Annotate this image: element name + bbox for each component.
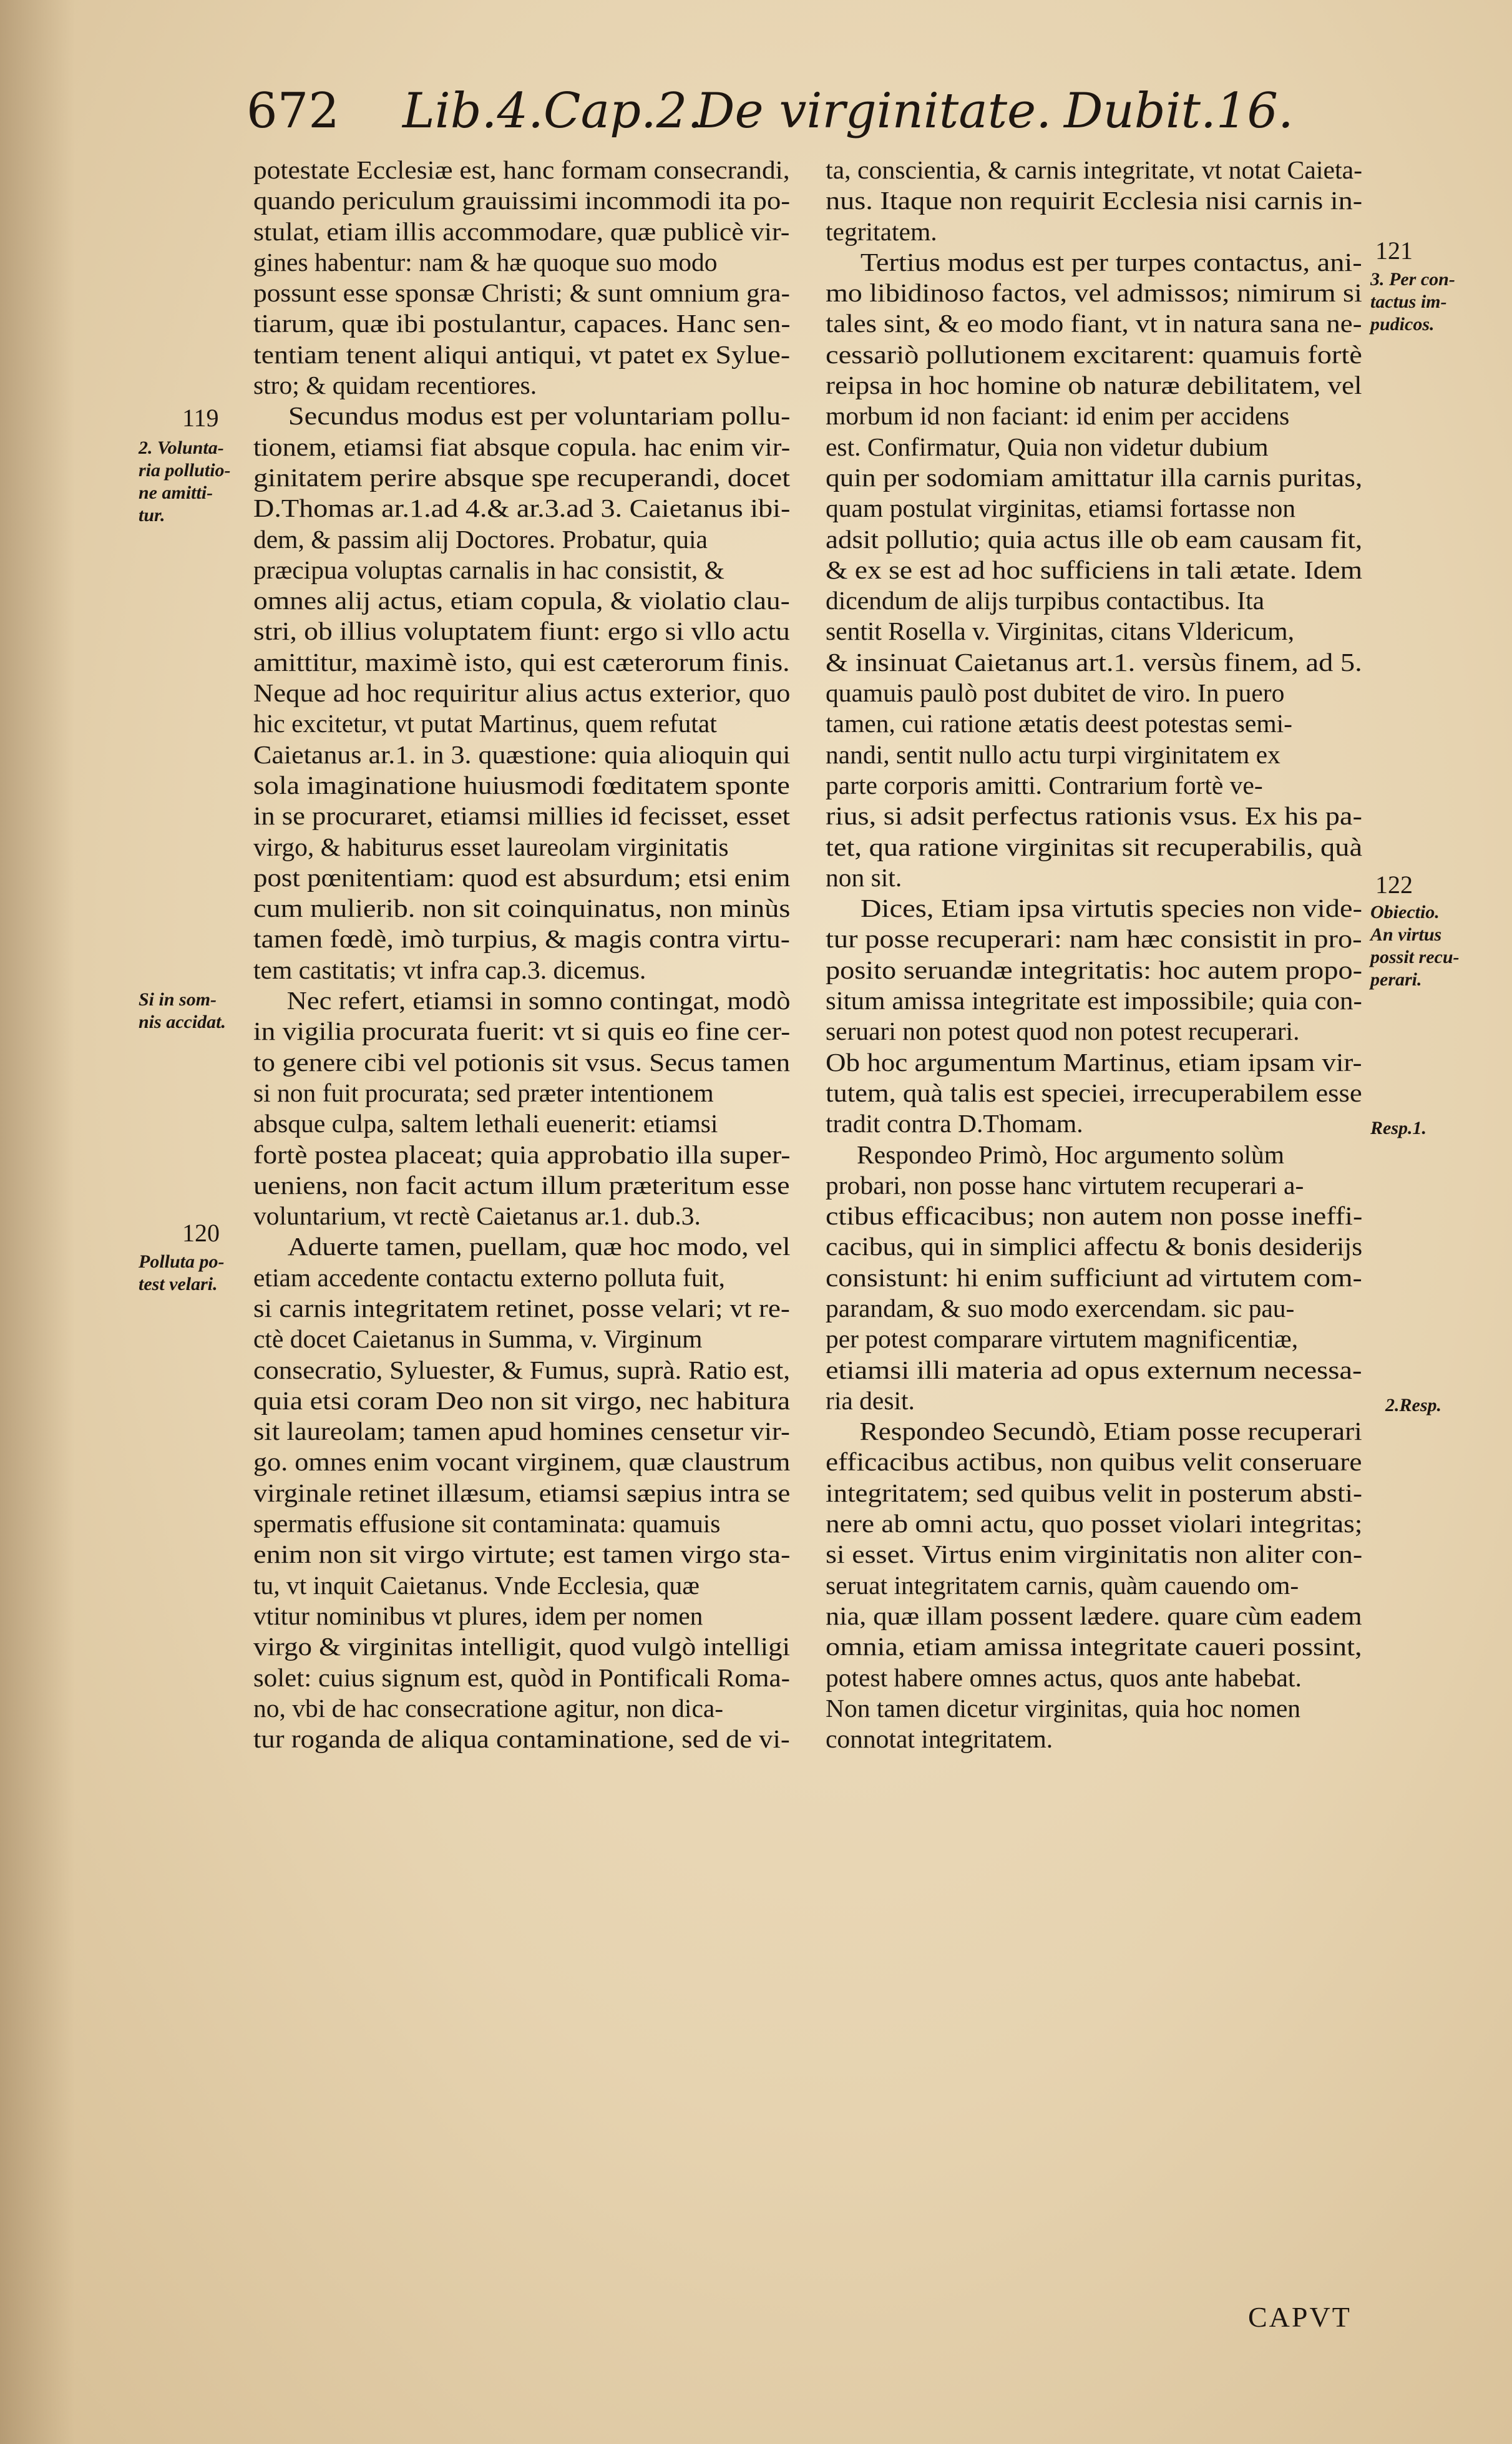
running-header <box>246 80 1294 149</box>
text-line: Neque ad hoc requiritur alius actus exterior, quo <box>253 678 791 708</box>
marginal-number-120: 120 <box>182 1219 220 1247</box>
marginal-note-contactus: 3. Per con- tactus im- pudicos. <box>1370 269 1455 335</box>
text-line: hic excitetur, vt putat Martinus, quem refutat <box>253 709 717 738</box>
text-line: Non tamen dicetur virginitas, quia hoc nomen <box>826 1693 1301 1723</box>
text-line: seruat integritatem carnis, quàm cauendo om- <box>826 1570 1299 1600</box>
text-line: potestate Ecclesiæ est, hanc formam consecrandi, <box>253 155 790 184</box>
text-line: morbum id non faciant: id enim per accidens <box>826 401 1290 431</box>
text-line: in se procuraret, etiamsi millies id fecisset, esset <box>253 801 790 831</box>
text-line: dem, & passim alij Doctores. Probatur, quia <box>253 524 708 554</box>
text-line: voluntarium, vt rectè Caietanus ar.1. dub.3. <box>253 1201 701 1231</box>
text-line: tradit contra D.Thomam. <box>826 1109 1083 1138</box>
text-line: D.Thomas ar.1.ad 4.& ar.3.ad 3. Caietanus ibi- <box>253 494 791 523</box>
text-line: sit laureolam; tamen apud homines censetur vir- <box>253 1417 790 1446</box>
text-line: omnia, etiam amissa integritate caueri possint, <box>826 1632 1362 1661</box>
text-line: nandi, sentit nullo actu turpi virginitatem ex <box>826 740 1280 769</box>
text-line: spermatis effusione sit contaminata: quamuis <box>253 1509 721 1538</box>
text-line: nere ab omni actu, quo posset violari integritas; <box>826 1509 1363 1538</box>
text-line: Aduerte tamen, puellam, quæ hoc modo, vel <box>287 1232 791 1261</box>
text-line: Nec refert, etiamsi in somno contingat, modò <box>286 986 791 1015</box>
text-line: virginale retinet illæsum, etiamsi sæpius intra se <box>253 1478 791 1507</box>
text-line: præcipua voluptas carnalis in hac consistit, & <box>253 555 724 584</box>
text-line: quamuis paulò post dubitet de viro. In puero <box>826 678 1285 708</box>
text-line: tales sint, & eo modo fiant, vt in natura sana ne- <box>826 309 1362 338</box>
text-line: seruari non potest quod non potest recuperari. <box>826 1017 1300 1046</box>
text-line: tu, vt inquit Caietanus. Vnde Ecclesia, quæ <box>253 1570 700 1600</box>
text-line: consecratio, Syluester, & Fumus, suprà. Ratio est, <box>253 1355 791 1384</box>
text-line: mo libidinoso factos, vel admissos; nimirum si <box>826 278 1362 308</box>
text-line: parte corporis amitti. Contrarium fortè ve- <box>826 770 1263 799</box>
text-line: possunt esse sponsæ Christi; & sunt omnium gra- <box>253 278 790 308</box>
book-chapter-ref: Lib.4.Cap.2. <box>402 83 703 139</box>
marginal-number-119: 119 <box>182 404 219 432</box>
text-line: gines habentur: nam & hæ quoque suo modo <box>253 247 718 276</box>
marginal-note-resp2: 2.Resp. <box>1385 1395 1441 1415</box>
text-line: ctè docet Caietanus in Summa, v. Virginum <box>253 1324 703 1354</box>
text-line: quin per sodomiam amittatur illa carnis puritas, <box>826 462 1363 492</box>
text-line: & insinuat Caietanus art.1. versùs finem, ad 5. <box>826 647 1362 677</box>
text-line: si esset. Virtus enim virginitatis non aliter con- <box>826 1540 1363 1569</box>
text-line: post pœnitentiam: quod est absurdum; etsi enim <box>253 863 791 892</box>
text-line: ta, conscientia, & carnis integritate, vt notat Caieta- <box>826 155 1363 184</box>
text-line: in vigilia procurata fuerit: vt si quis eo fine cer- <box>253 1017 791 1046</box>
text-line: reipsa in hoc homine ob naturæ debilitatem, vel <box>826 371 1362 400</box>
text-line: no, vbi de hac consecratione agitur, non dica- <box>253 1693 724 1723</box>
text-line: nus. Itaque non requirit Ecclesia nisi carnis in- <box>826 186 1363 215</box>
text-line: tiarum, quæ ibi postulantur, capaces. Hanc sen- <box>253 309 791 338</box>
text-line: etiam accedente contactu externo polluta fuit, <box>253 1263 725 1292</box>
text-line: integritatem; sed quibus velit in posterum absti- <box>826 1478 1362 1507</box>
text-line: quia etsi coram Deo non sit virgo, nec habitura <box>253 1386 791 1415</box>
text-line: cessariò pollutionem excitarent: quamuis fortè <box>826 340 1362 369</box>
text-line: dicendum de alijs turpibus contactibus. Ita <box>826 586 1265 615</box>
text-line: quando periculum grauissimi incommodi ita po- <box>253 186 791 215</box>
marginal-number-121: 121 <box>1375 237 1413 265</box>
text-line: per potest comparare virtutem magnificentiæ, <box>826 1324 1299 1354</box>
text-line: tentiam tenent aliqui antiqui, vt patet ex Sylue- <box>253 340 791 369</box>
text-line: virgo, & habiturus esset laureolam virginitatis <box>253 832 729 861</box>
text-line: potest habere omnes actus, quos ante habebat. <box>826 1663 1302 1692</box>
text-line: solet: cuius signum est, quòd in Pontificali Roma- <box>253 1663 790 1692</box>
text-line: cacibus, qui in simplici affectu & bonis desiderijs <box>826 1232 1363 1261</box>
text-line: sola imaginatione huiusmodi fœditatem sponte <box>253 770 790 799</box>
text-line: amittitur, maximè isto, qui est cæterorum finis. <box>253 647 790 677</box>
text-line: etiamsi illi materia ad opus externum necessa- <box>826 1355 1362 1384</box>
text-line: Caietanus ar.1. in 3. quæstione: quia alioquin qui <box>253 740 791 769</box>
text-line: si carnis integritatem retinet, posse velari; vt re- <box>253 1293 790 1322</box>
text-line: fortè postea placeat; quia approbatio illa super- <box>253 1140 791 1169</box>
text-line: tem castitatis; vt infra cap.3. dicemus. <box>253 955 646 984</box>
text-line: connotat integritatem. <box>826 1724 1053 1754</box>
text-line: Dices, Etiam ipsa virtutis species non vide- <box>860 894 1363 923</box>
text-line: efficacibus actibus, non quibus velit conseruare <box>826 1447 1362 1477</box>
running-title: De virginitate. <box>696 83 1051 139</box>
left-text-column <box>253 155 790 1754</box>
text-line: ctibus efficacibus; non autem non posse ineffi- <box>826 1201 1363 1231</box>
text-line: to genere cibi vel potionis sit vsus. Secus tamen <box>253 1047 791 1077</box>
text-line: parandam, & suo modo exercendam. sic pau- <box>826 1293 1295 1322</box>
right-text-column <box>826 155 1362 1754</box>
text-line: tutem, quà talis est speciei, irrecuperabilem esse <box>826 1078 1362 1107</box>
text-line: ginitatem perire absque spe recuperandi, docet <box>253 462 791 492</box>
text-line: non sit. <box>826 863 902 892</box>
marginal-note-voluntaria: 2. Volunta- ria pollutio- ne amitti- tur. <box>139 437 231 525</box>
marginal-note-somno: Si in som- nis accidat. <box>139 989 226 1032</box>
section-ref: Dubit.16. <box>1064 83 1294 139</box>
marginal-number-122: 122 <box>1375 871 1413 899</box>
text-line: Secundus modus est per voluntariam pollu- <box>288 401 791 431</box>
text-line: est. Confirmatur, Quia non videtur dubium <box>826 432 1269 461</box>
text-line: posito seruandæ integritatis: hoc autem propo- <box>826 955 1363 984</box>
text-line: Respondeo Primò, Hoc argumento solùm <box>857 1140 1285 1169</box>
text-line: ueniens, non facit actum illum præteritum esse <box>253 1170 790 1200</box>
text-line: rius, si adsit perfectus rationis vsus. Ex his pa- <box>826 801 1362 831</box>
text-line: go. omnes enim vocant virginem, quæ claustrum <box>253 1447 791 1477</box>
text-line: stro; & quidam recentiores. <box>253 371 537 400</box>
text-line: enim non sit virgo virtute; est tamen virgo sta- <box>253 1540 791 1569</box>
text-line: adsit pollutio; quia actus ille ob eam causam fit, <box>826 524 1363 554</box>
text-line: nia, quæ illam possent lædere. quare cùm eadem <box>826 1601 1362 1630</box>
page-edge-shadow <box>0 0 75 2444</box>
marginal-note-obiectio: Obiectio. An virtus possit recu- perari. <box>1370 902 1460 990</box>
text-line: omnes alij actus, etiam copula, & violatio clau- <box>253 586 790 615</box>
text-line: tegritatem. <box>826 217 937 246</box>
text-line: tamen, cui ratione ætatis deest potestas semi- <box>826 709 1292 738</box>
catchword: CAPVT <box>1248 2301 1352 2333</box>
text-line: quam postulat virginitas, etiamsi fortasse non <box>826 494 1296 523</box>
text-line: tamen fœdè, imò turpius, & magis contra virtu- <box>253 924 790 954</box>
text-line: absque culpa, saltem lethali euenerit: etiamsi <box>253 1109 718 1138</box>
text-line: sentit Rosella v. Virginitas, citans Vldericum, <box>826 617 1294 646</box>
text-line: situm amissa integritate est impossibile; quia con- <box>826 986 1362 1015</box>
text-line: si non fuit procurata; sed præter intentionem <box>253 1078 714 1107</box>
marginal-note-polluta: Polluta po- test velari. <box>139 1251 225 1294</box>
text-line: tur roganda de aliqua contaminatione, sed de vi- <box>253 1724 790 1754</box>
text-line: Respondeo Secundò, Etiam posse recuperari <box>859 1417 1362 1446</box>
marginal-note-resp1: Resp.1. <box>1370 1118 1427 1138</box>
page-number: 672 <box>246 83 339 139</box>
text-line: cum mulierib. non sit coinquinatus, non minùs <box>253 894 791 923</box>
text-line: consistunt: hi enim sufficiunt ad virtutem com- <box>826 1263 1362 1292</box>
text-line: Ob hoc argumentum Martinus, etiam ipsam vir- <box>826 1047 1362 1077</box>
text-line: tet, qua ratione virginitas sit recuperabilis, quà <box>826 832 1363 861</box>
text-line: vtitur nominibus vt plures, idem per nomen <box>253 1601 703 1630</box>
text-line: probari, non posse hanc virtutem recuperari a- <box>826 1170 1304 1200</box>
text-line: virgo & virginitas intelligit, quod vulgò intelligi <box>253 1632 791 1661</box>
text-line: & ex se est ad hoc sufficiens in tali ætate. Idem <box>826 555 1363 584</box>
text-line: stri, ob illius voluptatem fiunt: ergo si vllo actu <box>253 617 790 646</box>
text-line: tionem, etiamsi fiat absque copula. hac enim vir- <box>253 432 791 461</box>
text-line: tur posse recuperari: nam hæc consistit in pro- <box>826 924 1362 954</box>
text-line: stulat, etiam illis accommodare, quæ publicè vir- <box>253 217 790 246</box>
text-line: Tertius modus est per turpes contactus, ani- <box>860 247 1362 276</box>
text-line: ria desit. <box>826 1386 915 1415</box>
